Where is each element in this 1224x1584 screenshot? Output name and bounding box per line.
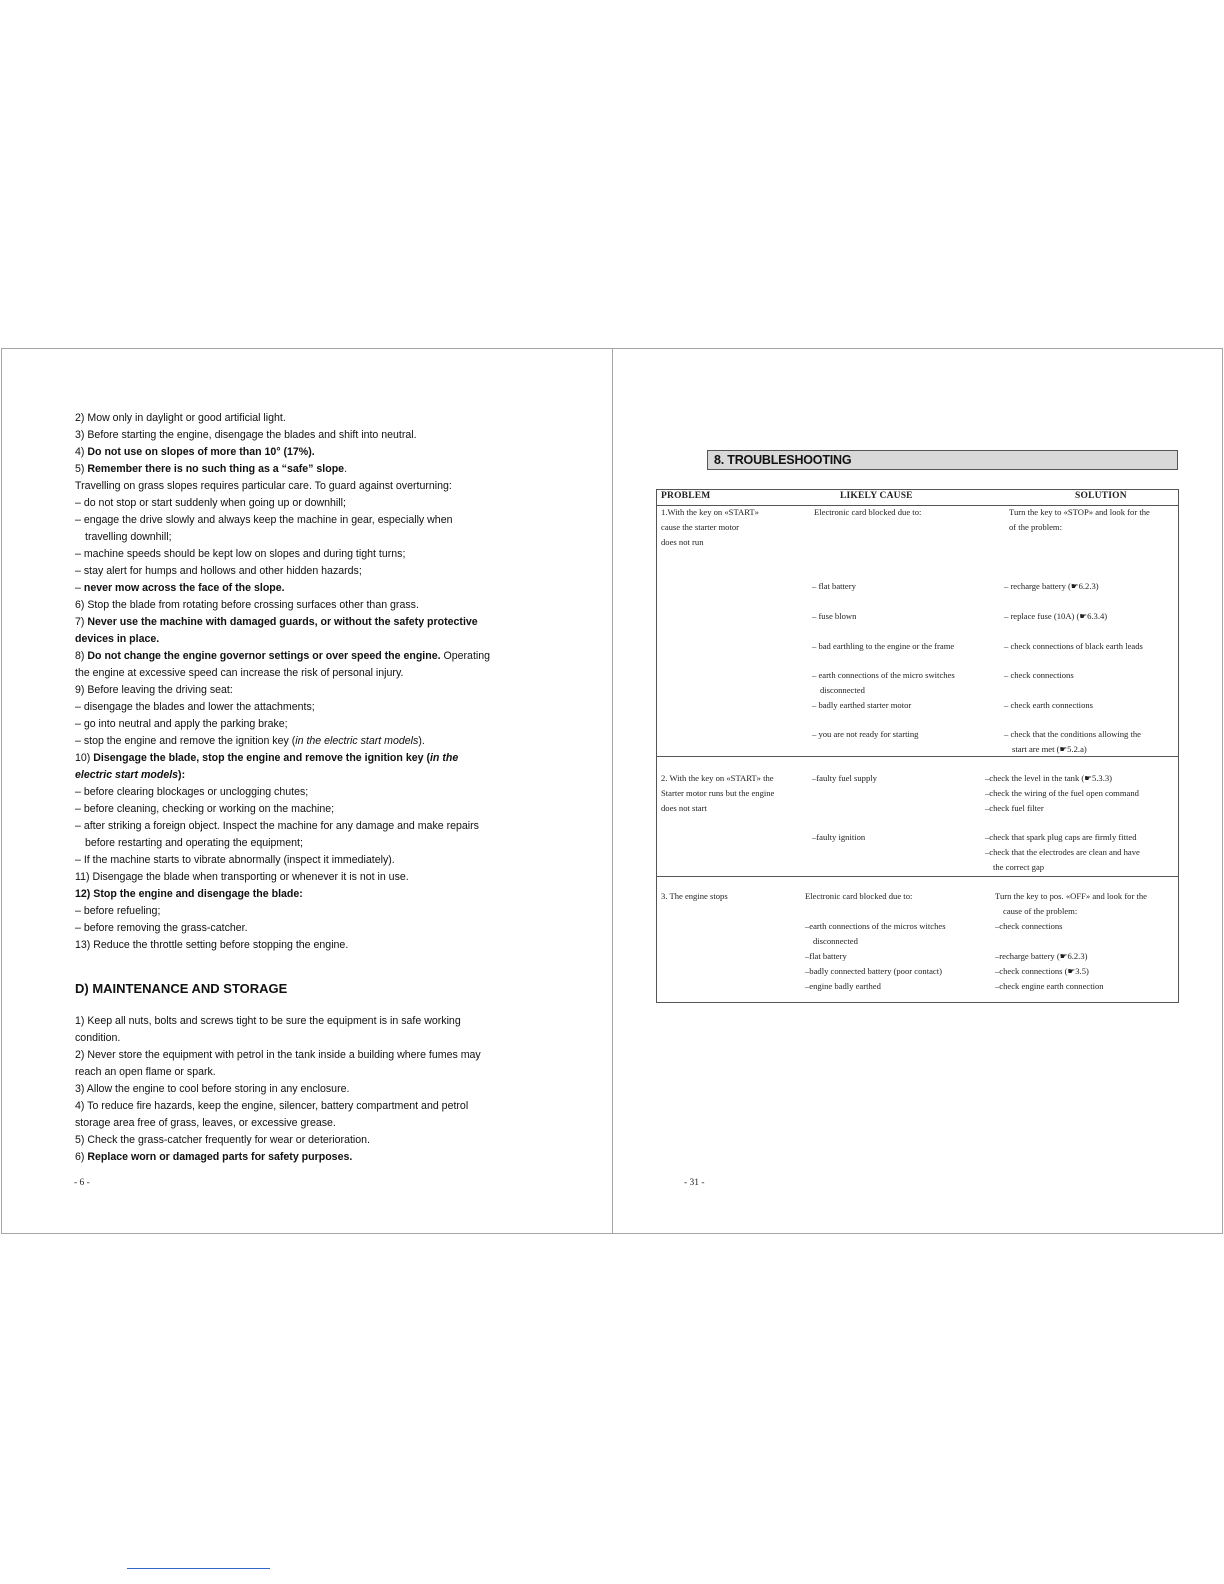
- row1-cause-item: [812, 609, 856, 624]
- text-segment: 11) Disengage the blade when transporting or whenever it is not in use.: [75, 871, 409, 883]
- text-line: [75, 410, 545, 427]
- cell-line: – recharge battery (☛6.2.3): [1004, 581, 1099, 591]
- text-segment: travelling downhill;: [85, 531, 172, 543]
- cell-line: does not start: [661, 803, 707, 813]
- page-divider: [612, 348, 613, 1234]
- text-line: [75, 512, 545, 529]
- text-line: [75, 852, 545, 869]
- cell-line: – replace fuse (10A) (☛6.3.4): [1004, 611, 1108, 621]
- text-segment: – go into neutral and apply the parking brake;: [75, 718, 288, 730]
- text-segment: 4) To reduce fire hazards, keep the engine, silencer, battery compartment and petrol: [75, 1100, 469, 1112]
- text-line: [75, 1064, 545, 1081]
- troubleshooting-title: 8. TROUBLESHOOTING: [707, 450, 1178, 470]
- cell-line: – bad earthling to the engine or the frame: [812, 641, 955, 651]
- cell-line: disconnected: [813, 936, 858, 946]
- text-segment: the engine at excessive speed can increase the risk of personal injury.: [75, 667, 404, 679]
- text-line: [75, 614, 545, 631]
- cell-line: –check fuel filter: [985, 803, 1044, 813]
- text-segment: condition.: [75, 1032, 121, 1044]
- cell-line: 1.With the key on «START»: [661, 507, 759, 517]
- spacer: [75, 954, 545, 971]
- text-line: [75, 750, 545, 767]
- text-segment: in the electric start models: [295, 735, 419, 747]
- cell-line: disconnected: [820, 685, 865, 695]
- cell-line: –engine badly earthed: [805, 981, 881, 991]
- row3-solution: [995, 889, 1147, 994]
- text-segment: never mow across the face of the slope.: [83, 582, 285, 594]
- text-line: [75, 1115, 545, 1132]
- text-line: [75, 818, 545, 835]
- cell-line: [805, 904, 946, 919]
- text-segment: – engage the drive slowly and always keep the machine in gear, especially when: [75, 514, 453, 526]
- text-line: [75, 648, 545, 665]
- text-line: [75, 597, 545, 614]
- text-segment: 10): [75, 752, 94, 764]
- text-line: [75, 1013, 545, 1030]
- text-segment: – disengage the blades and lower the attachments;: [75, 701, 315, 713]
- row1-cause-item: [812, 668, 955, 698]
- text-segment: .: [344, 463, 348, 475]
- cell-line: –check the wiring of the fuel open command: [985, 788, 1139, 798]
- row1-solution-intro: [1009, 505, 1150, 535]
- text-line: [75, 1149, 545, 1166]
- text-segment: – stop the engine and remove the ignition key (: [75, 735, 296, 747]
- cell-line: of the problem:: [1009, 522, 1062, 532]
- text-segment: Travelling on grass slopes requires particular care. To guard against overturning:: [75, 480, 452, 492]
- text-line: [75, 427, 545, 444]
- text-line: [75, 1132, 545, 1149]
- cell-line: – earth connections of the micro switches: [812, 670, 955, 680]
- row1-cause-item: [812, 698, 911, 713]
- row3-problem: [661, 889, 728, 904]
- text-line: [75, 937, 545, 954]
- text-segment: 5): [75, 463, 88, 475]
- row1-cause-intro: Electronic card blocked due to:: [814, 507, 922, 517]
- text-line: [75, 784, 545, 801]
- text-line: [75, 546, 545, 563]
- cell-line: cause the starter motor: [661, 522, 740, 532]
- link-underline: [127, 1568, 270, 1569]
- cell-line: –recharge battery (☛6.2.3): [995, 951, 1088, 961]
- cell-line: –check that the electrodes are clean and have: [985, 847, 1140, 857]
- cell-line: [995, 934, 1147, 949]
- text-line: [75, 920, 545, 937]
- text-segment: before restarting and operating the equipment;: [85, 837, 303, 849]
- text-segment: 6) Stop the blade from rotating before crossing surfaces other than grass.: [75, 599, 419, 611]
- text-segment: 13) Reduce the throttle setting before stopping the engine.: [75, 939, 349, 951]
- text-segment: – after striking a foreign object. Inspect the machine for any damage and make repairs: [75, 820, 479, 832]
- row1-solution-item: [1004, 698, 1093, 713]
- text-segment: Disengage the blade, stop the engine and remove the ignition key (: [93, 752, 430, 764]
- text-line: [75, 903, 545, 920]
- cell-line: – check connections: [1004, 670, 1074, 680]
- text-line: [75, 461, 545, 478]
- cell-line: –earth connections of the micros witches: [805, 921, 946, 931]
- text-segment: 4): [75, 446, 88, 458]
- text-line: [75, 529, 545, 546]
- row1-cause-item: [812, 727, 918, 742]
- row3-cause: [805, 889, 946, 994]
- text-line: [75, 716, 545, 733]
- cell-line: –check connections: [995, 921, 1063, 931]
- row2-problem: [661, 771, 774, 816]
- text-segment: 8): [75, 650, 88, 662]
- row1-cause-item: [812, 639, 954, 654]
- text-segment: – machine speeds should be kept low on slopes and during tight turns;: [75, 548, 406, 560]
- text-segment: 5) Check the grass-catcher frequently for wear or deterioration.: [75, 1134, 370, 1146]
- text-line: [75, 665, 545, 682]
- row2-cause-ignition: –faulty ignition: [812, 832, 866, 842]
- cell-line: Turn the key to pos. «OFF» and look for the: [995, 891, 1147, 901]
- cell-line: 3. The engine stops: [661, 891, 728, 901]
- text-segment: Do not use on slopes of more than 10° (17%).: [87, 446, 315, 458]
- cell-line: –check engine earth connection: [995, 981, 1104, 991]
- text-segment: in the: [429, 752, 459, 764]
- text-line: [75, 1030, 545, 1047]
- text-segment: Replace worn or damaged parts for safety purposes.: [87, 1151, 353, 1163]
- text-segment: 7): [75, 616, 88, 628]
- text-segment: 9) Before leaving the driving seat:: [75, 684, 233, 696]
- text-line: [75, 563, 545, 580]
- cell-line: Electronic card blocked due to:: [805, 891, 913, 901]
- row1-problem: [661, 505, 759, 550]
- text-segment: – If the machine starts to vibrate abnormally (inspect it immediately).: [75, 854, 395, 866]
- row1-solution-item: [1004, 579, 1099, 594]
- row1-cause-item: [812, 579, 856, 594]
- text-line: [75, 1081, 545, 1098]
- safety-rules-list: [75, 410, 545, 954]
- table-header: [657, 490, 1178, 506]
- text-segment: Operating: [440, 650, 491, 662]
- text-segment: Do not change the engine governor settings or over speed the engine.: [87, 650, 441, 662]
- cell-line: – fuse blown: [812, 611, 857, 621]
- cell-line: – badly earthed starter motor: [812, 700, 912, 710]
- text-segment: 3) Allow the engine to cool before storing in any enclosure.: [75, 1083, 350, 1095]
- left-page-content: [75, 410, 545, 1166]
- text-segment: 12) Stop the engine and disengage the blade:: [75, 888, 303, 900]
- cell-line: cause of the problem:: [1003, 906, 1078, 916]
- text-segment: electric start models: [75, 769, 179, 781]
- right-page-number: - 31 -: [684, 1178, 705, 1188]
- row1-solution-item: [1004, 668, 1074, 683]
- text-segment: – before cleaning, checking or working on the machine;: [75, 803, 335, 815]
- cell-line: – flat battery: [812, 581, 856, 591]
- text-segment: ):: [178, 769, 186, 781]
- header-problem: PROBLEM: [661, 491, 711, 501]
- cell-line: – check connections of black earth leads: [1004, 641, 1143, 651]
- cell-line: – check earth connections: [1004, 700, 1094, 710]
- row1-solution-item: [1004, 639, 1143, 654]
- text-segment: –: [75, 582, 84, 594]
- text-segment: – before refueling;: [75, 905, 161, 917]
- cell-line: –flat battery: [805, 951, 847, 961]
- text-line: [75, 699, 545, 716]
- text-segment: ).: [418, 735, 425, 747]
- cell-line: – you are not ready for starting: [812, 729, 919, 739]
- text-line: [75, 1098, 545, 1115]
- cell-line: Starter motor runs but the engine: [661, 788, 775, 798]
- text-segment: Remember there is no such thing as a “safe” slope: [87, 463, 345, 475]
- text-line: [75, 495, 545, 512]
- maintenance-rules-list: [75, 1013, 545, 1166]
- cell-line: start are met (☛5.2.a): [1012, 744, 1087, 754]
- text-segment: devices in place.: [75, 633, 160, 645]
- text-line: [75, 580, 545, 597]
- row2-solution-fuel: [985, 771, 1139, 816]
- header-solution: SOLUTION: [1075, 491, 1127, 501]
- text-line: [75, 733, 545, 750]
- maintenance-heading: D) MAINTENANCE AND STORAGE: [75, 981, 288, 996]
- row1-solution-item: [1004, 727, 1141, 757]
- cell-line: Turn the key to «STOP» and look for the: [1009, 507, 1150, 517]
- row2-cause-fuel: –faulty fuel supply: [812, 773, 877, 783]
- text-segment: storage area free of grass, leaves, or excessive grease.: [75, 1117, 336, 1129]
- text-line: [75, 478, 545, 495]
- text-segment: 6): [75, 1151, 88, 1163]
- cell-line: does not run: [661, 537, 704, 547]
- text-line: [75, 835, 545, 852]
- text-segment: 2) Mow only in daylight or good artificial light.: [75, 412, 286, 424]
- text-line: [75, 444, 545, 461]
- cell-line: the correct gap: [993, 862, 1045, 872]
- text-segment: reach an open flame or spark.: [75, 1066, 216, 1078]
- text-line: [75, 801, 545, 818]
- text-segment: 3) Before starting the engine, disengage the blades and shift into neutral.: [75, 429, 417, 441]
- row-separator: [657, 876, 1178, 877]
- text-segment: Never use the machine with damaged guards, or without the safety protective: [87, 616, 478, 628]
- row2-solution-ignition: [985, 830, 1140, 875]
- text-segment: 2) Never store the equipment with petrol in the tank inside a building where fumes may: [75, 1049, 481, 1061]
- cell-line: –check that spark plug caps are firmly fitted: [985, 832, 1137, 842]
- text-line: [75, 767, 545, 784]
- cell-line: –badly connected battery (poor contact): [805, 966, 942, 976]
- text-line: [75, 886, 545, 903]
- row1-solution-item: [1004, 609, 1107, 624]
- left-page-number: - 6 -: [74, 1178, 90, 1188]
- cell-line: 2. With the key on «START» the: [661, 773, 774, 783]
- text-segment: 1) Keep all nuts, bolts and screws tight to be sure the equipment is in safe working: [75, 1015, 461, 1027]
- cell-line: – check that the conditions allowing the: [1004, 729, 1141, 739]
- text-segment: – do not stop or start suddenly when going up or downhill;: [75, 497, 346, 509]
- text-line: [75, 631, 545, 648]
- cell-line: –check the level in the tank (☛5.3.3): [985, 773, 1113, 783]
- text-line: [75, 1047, 545, 1064]
- text-segment: – before removing the grass-catcher.: [75, 922, 248, 934]
- text-segment: – stay alert for humps and hollows and other hidden hazards;: [75, 565, 362, 577]
- text-line: [75, 682, 545, 699]
- header-likely-cause: LIKELY CAUSE: [840, 491, 913, 501]
- text-line: [75, 869, 545, 886]
- text-segment: – before clearing blockages or unclogging chutes;: [75, 786, 309, 798]
- cell-line: –check connections (☛3.5): [995, 966, 1089, 976]
- troubleshooting-table: [656, 489, 1179, 1003]
